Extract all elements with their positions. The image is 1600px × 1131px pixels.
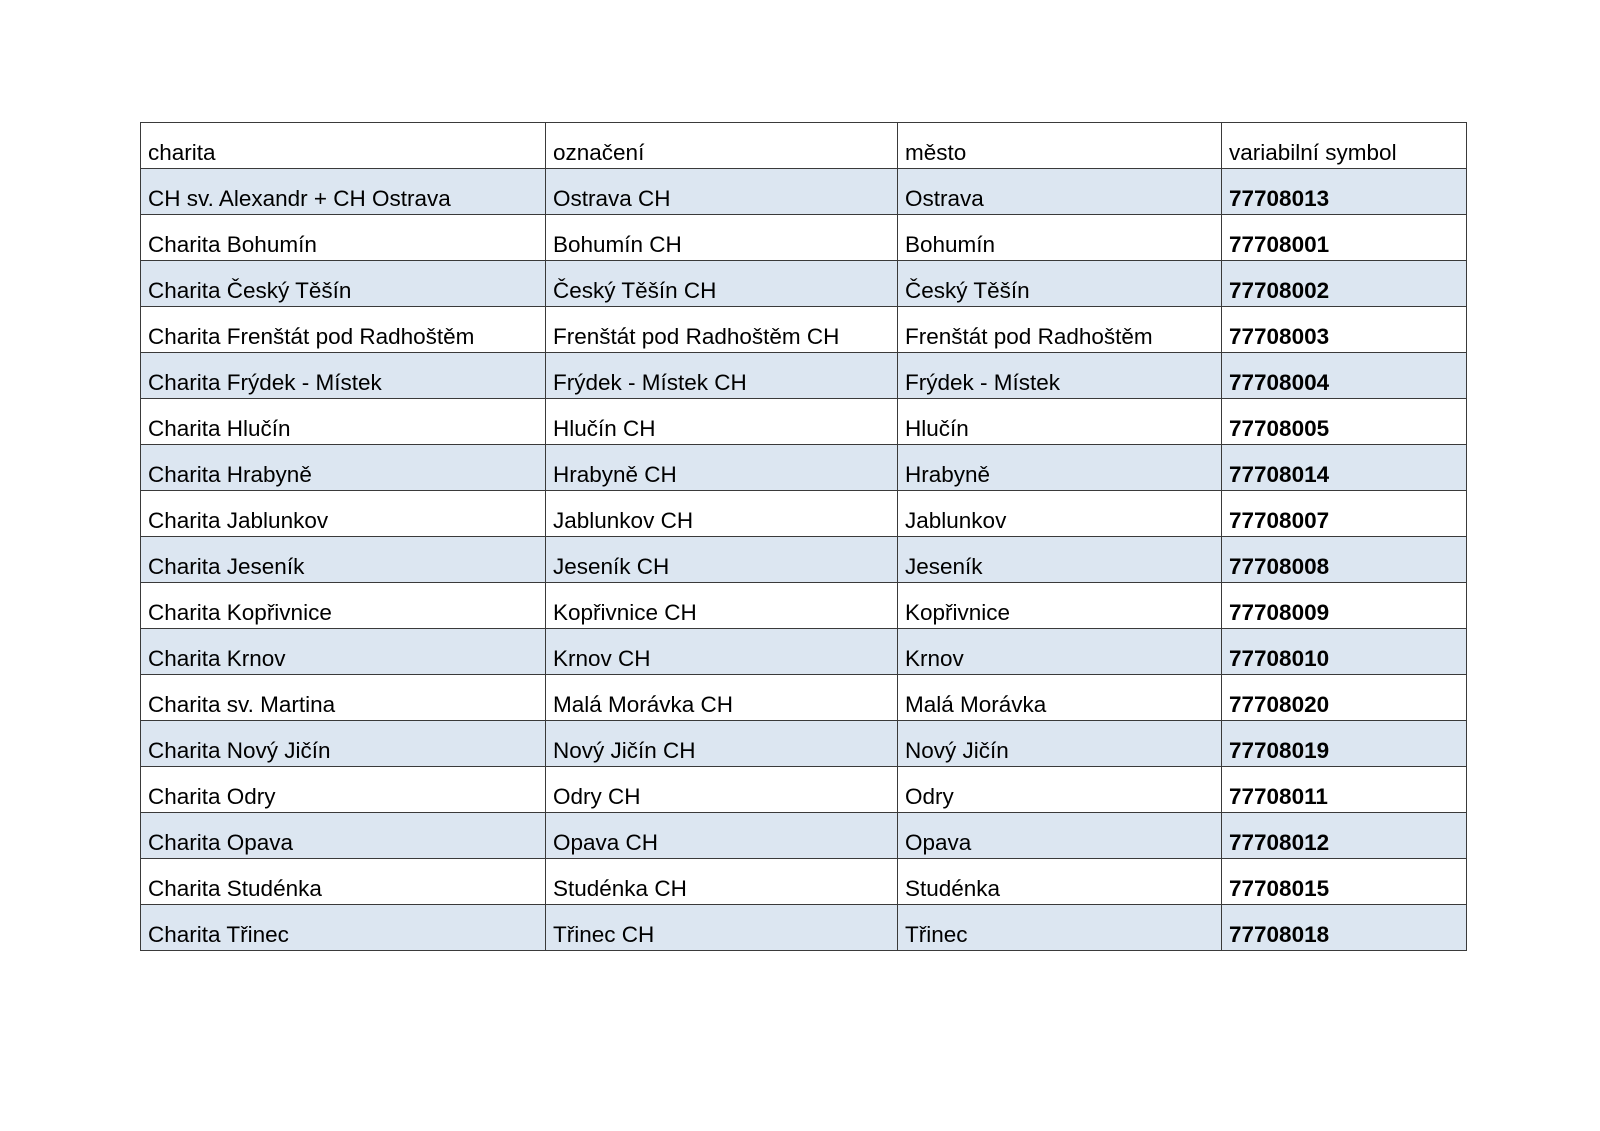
cell-variabilni-symbol: 77708001 bbox=[1222, 215, 1467, 261]
cell-variabilni-symbol: 77708008 bbox=[1222, 537, 1467, 583]
cell-variabilni-symbol: 77708015 bbox=[1222, 859, 1467, 905]
cell-variabilni-symbol: 77708011 bbox=[1222, 767, 1467, 813]
table-row bbox=[141, 629, 1467, 675]
cell-oznaceni: Jablunkov CH bbox=[546, 491, 898, 537]
cell-mesto: Český Těšín bbox=[898, 261, 1222, 307]
cell-mesto: Jeseník bbox=[898, 537, 1222, 583]
cell-variabilni-symbol: 77708014 bbox=[1222, 445, 1467, 491]
table-row bbox=[141, 859, 1467, 905]
table-row bbox=[141, 905, 1467, 951]
document-page bbox=[140, 122, 1466, 951]
cell-mesto: Ostrava bbox=[898, 169, 1222, 215]
cell-charita: Charita Hlučín bbox=[141, 399, 546, 445]
cell-mesto: Kopřivnice bbox=[898, 583, 1222, 629]
table-row bbox=[141, 537, 1467, 583]
table-row bbox=[141, 675, 1467, 721]
cell-variabilni-symbol: 77708003 bbox=[1222, 307, 1467, 353]
table-row bbox=[141, 215, 1467, 261]
cell-oznaceni: Krnov CH bbox=[546, 629, 898, 675]
table-row bbox=[141, 445, 1467, 491]
table-row bbox=[141, 491, 1467, 537]
header-oznaceni: označení bbox=[546, 123, 898, 169]
cell-mesto: Hlučín bbox=[898, 399, 1222, 445]
cell-mesto: Nový Jičín bbox=[898, 721, 1222, 767]
table-row bbox=[141, 813, 1467, 859]
header-variabilni-symbol: variabilní symbol bbox=[1222, 123, 1467, 169]
cell-oznaceni: Malá Morávka CH bbox=[546, 675, 898, 721]
cell-charita: CH sv. Alexandr + CH Ostrava bbox=[141, 169, 546, 215]
cell-oznaceni: Bohumín CH bbox=[546, 215, 898, 261]
cell-charita: Charita Frýdek - Místek bbox=[141, 353, 546, 399]
cell-oznaceni: Frýdek - Místek CH bbox=[546, 353, 898, 399]
cell-variabilni-symbol: 77708010 bbox=[1222, 629, 1467, 675]
cell-charita: Charita Český Těšín bbox=[141, 261, 546, 307]
header-charita: charita bbox=[141, 123, 546, 169]
cell-variabilni-symbol: 77708012 bbox=[1222, 813, 1467, 859]
cell-charita: Charita Studénka bbox=[141, 859, 546, 905]
table-body bbox=[141, 169, 1467, 951]
cell-variabilni-symbol: 77708018 bbox=[1222, 905, 1467, 951]
cell-mesto: Jablunkov bbox=[898, 491, 1222, 537]
cell-charita: Charita Krnov bbox=[141, 629, 546, 675]
table-row bbox=[141, 399, 1467, 445]
table-row bbox=[141, 721, 1467, 767]
cell-mesto: Opava bbox=[898, 813, 1222, 859]
cell-oznaceni: Opava CH bbox=[546, 813, 898, 859]
cell-charita: Charita Bohumín bbox=[141, 215, 546, 261]
cell-variabilni-symbol: 77708009 bbox=[1222, 583, 1467, 629]
table-row bbox=[141, 169, 1467, 215]
cell-oznaceni: Studénka CH bbox=[546, 859, 898, 905]
cell-charita: Charita sv. Martina bbox=[141, 675, 546, 721]
cell-variabilni-symbol: 77708007 bbox=[1222, 491, 1467, 537]
cell-charita: Charita Hrabyně bbox=[141, 445, 546, 491]
cell-charita: Charita Odry bbox=[141, 767, 546, 813]
cell-oznaceni: Nový Jičín CH bbox=[546, 721, 898, 767]
cell-charita: Charita Opava bbox=[141, 813, 546, 859]
cell-mesto: Malá Morávka bbox=[898, 675, 1222, 721]
table-header-row bbox=[141, 123, 1467, 169]
cell-variabilni-symbol: 77708019 bbox=[1222, 721, 1467, 767]
cell-charita: Charita Jeseník bbox=[141, 537, 546, 583]
cell-mesto: Krnov bbox=[898, 629, 1222, 675]
charity-table bbox=[140, 122, 1467, 951]
cell-variabilni-symbol: 77708002 bbox=[1222, 261, 1467, 307]
cell-oznaceni: Jeseník CH bbox=[546, 537, 898, 583]
cell-oznaceni: Hrabyně CH bbox=[546, 445, 898, 491]
table-row bbox=[141, 307, 1467, 353]
cell-oznaceni: Třinec CH bbox=[546, 905, 898, 951]
cell-oznaceni: Frenštát pod Radhoštěm CH bbox=[546, 307, 898, 353]
cell-mesto: Hrabyně bbox=[898, 445, 1222, 491]
cell-oznaceni: Hlučín CH bbox=[546, 399, 898, 445]
cell-mesto: Frenštát pod Radhoštěm bbox=[898, 307, 1222, 353]
cell-variabilni-symbol: 77708004 bbox=[1222, 353, 1467, 399]
table-row bbox=[141, 583, 1467, 629]
header-mesto: město bbox=[898, 123, 1222, 169]
cell-variabilni-symbol: 77708013 bbox=[1222, 169, 1467, 215]
table-row bbox=[141, 767, 1467, 813]
cell-variabilni-symbol: 77708020 bbox=[1222, 675, 1467, 721]
cell-charita: Charita Třinec bbox=[141, 905, 546, 951]
table-row bbox=[141, 261, 1467, 307]
cell-mesto: Třinec bbox=[898, 905, 1222, 951]
cell-charita: Charita Jablunkov bbox=[141, 491, 546, 537]
cell-oznaceni: Kopřivnice CH bbox=[546, 583, 898, 629]
cell-mesto: Odry bbox=[898, 767, 1222, 813]
cell-oznaceni: Ostrava CH bbox=[546, 169, 898, 215]
cell-charita: Charita Frenštát pod Radhoštěm bbox=[141, 307, 546, 353]
table-row bbox=[141, 353, 1467, 399]
cell-oznaceni: Odry CH bbox=[546, 767, 898, 813]
cell-variabilni-symbol: 77708005 bbox=[1222, 399, 1467, 445]
cell-mesto: Frýdek - Místek bbox=[898, 353, 1222, 399]
cell-oznaceni: Český Těšín CH bbox=[546, 261, 898, 307]
cell-mesto: Bohumín bbox=[898, 215, 1222, 261]
cell-charita: Charita Nový Jičín bbox=[141, 721, 546, 767]
cell-mesto: Studénka bbox=[898, 859, 1222, 905]
cell-charita: Charita Kopřivnice bbox=[141, 583, 546, 629]
